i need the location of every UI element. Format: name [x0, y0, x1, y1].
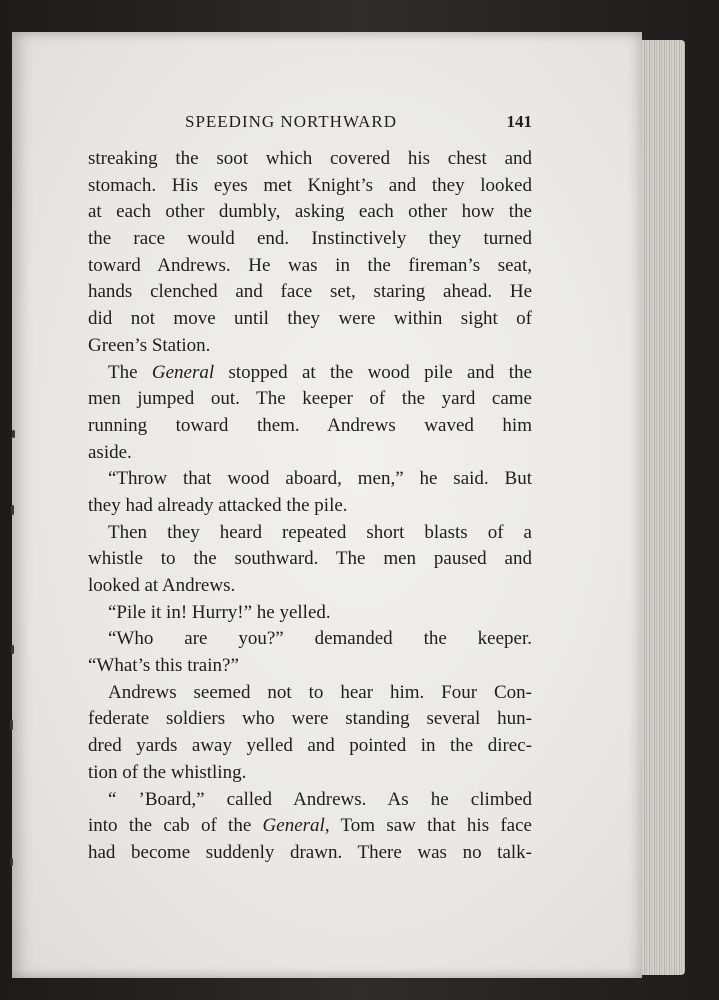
text-line: stomach. His eyes met Knight’s and they looked	[88, 174, 532, 196]
text-line: looked at Andrews.	[88, 575, 236, 596]
text-line: “Pile it in! Hurry!” he yelled.	[108, 601, 331, 623]
margin-mark	[11, 505, 14, 515]
text-line: men jumped out. The keeper of the yard came	[88, 388, 532, 410]
text-line: “Throw that wood aboard, men,” he said. But	[108, 468, 532, 490]
text-line: streaking the soot which covered his chest and	[88, 148, 532, 169]
text-line: did not move until they were within sight of	[88, 308, 532, 330]
text-line: federate soldiers who were standing several hun-	[88, 708, 532, 730]
text-line: running toward them. Andrews waved him	[88, 414, 532, 436]
text-line: The General stopped at the wood pile and the	[108, 361, 532, 383]
text-line: into the cab of the General, Tom saw that his face	[88, 815, 532, 837]
text-line: at each other dumbly, asking each other how the	[88, 201, 532, 223]
running-head: SPEEDING NORTHWARD	[185, 112, 398, 131]
text-line: “Who are you?” demanded the keeper.	[108, 628, 532, 650]
text-line: dred yards away yelled and pointed in the direc-	[88, 735, 532, 757]
text-line: hands clenched and face set, staring ahead. He	[88, 281, 532, 303]
margin-mark	[10, 858, 13, 866]
body-text	[88, 146, 532, 867]
text-line: Andrews seemed not to hear him. Four Con-	[108, 681, 532, 703]
margin-mark	[10, 720, 13, 730]
text-line: Green’s Station.	[88, 334, 211, 356]
text-line: the race would end. Instinctively they turned	[88, 228, 532, 250]
text-line: had become suddenly drawn. There was no talk-	[88, 841, 532, 863]
text-line: “ ’Board,” called Andrews. As he climbed	[108, 788, 532, 810]
text-line: tion of the whistling.	[88, 761, 247, 783]
text-line: they had already attacked the pile.	[88, 494, 348, 516]
text-line: Then they heard repeated short blasts of a	[108, 521, 532, 543]
page-number: 141	[506, 112, 532, 131]
text-line: “What’s this train?”	[88, 655, 239, 677]
margin-mark	[11, 645, 14, 654]
page-header	[88, 112, 532, 134]
text-line: toward Andrews. He was in the fireman’s seat,	[88, 254, 532, 276]
text-line: whistle to the southward. The men paused and	[88, 548, 532, 570]
margin-mark	[12, 430, 15, 438]
text-line: aside.	[88, 441, 132, 463]
